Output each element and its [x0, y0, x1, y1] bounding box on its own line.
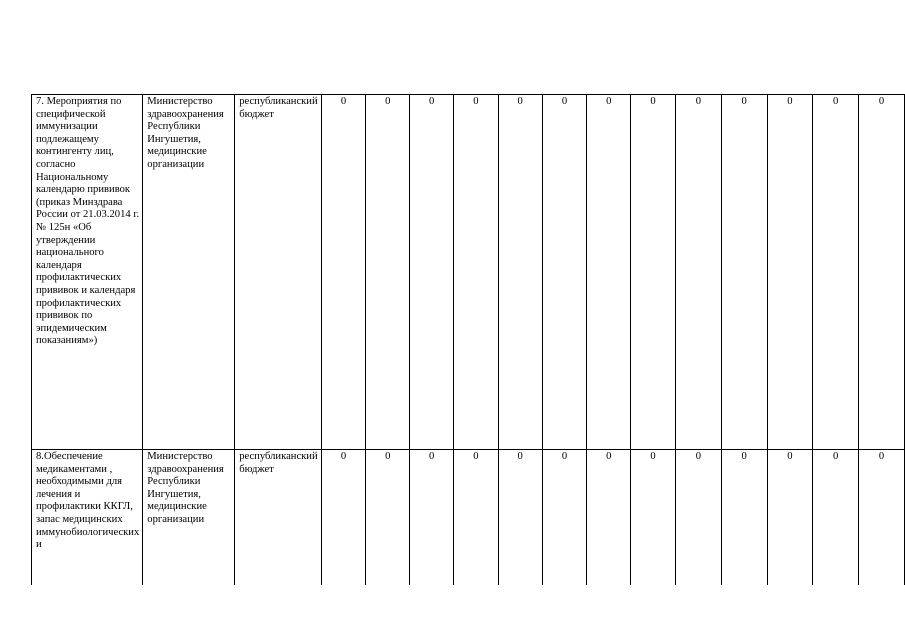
value-cell: 0 [813, 95, 859, 450]
value-cell: 0 [859, 450, 905, 585]
value-cell: 0 [587, 450, 631, 585]
value-cell: 0 [454, 95, 499, 450]
table-row [32, 450, 905, 585]
value-cell: 0 [366, 450, 410, 585]
value-cell: 0 [767, 95, 813, 450]
value-cell: 0 [721, 450, 767, 585]
value-cell: 0 [410, 95, 454, 450]
value-cell: 0 [813, 450, 859, 585]
value-cell: 0 [587, 95, 631, 450]
value-cell: 0 [631, 95, 676, 450]
value-cell: 0 [675, 450, 721, 585]
value-cell: 0 [767, 450, 813, 585]
source-cell: республиканский бюджет [235, 95, 321, 450]
measure-cell: 7. Мероприятия по специфической иммунизации подлежащему контингенту лиц, согласно Национальному календарю прививок (приказ Минздрава России от 21.03.2014 г. № 125н «Об утверждении национального календаря профилактических прививок и календаря профилактических прививок по эпидемическим показаниям») [32, 95, 143, 450]
value-cell: 0 [454, 450, 499, 585]
table-row [32, 95, 905, 450]
value-cell: 0 [498, 95, 542, 450]
value-cell: 0 [631, 450, 676, 585]
executor-cell: Министерство здравоохранения Республики Ингушетия, медицинские организации [143, 95, 235, 450]
measure-cell: 8.Обеспечение медикаментами , необходимыми для лечения и профилактики ККГЛ, запас медицинских иммунобиологических и [32, 450, 143, 585]
value-cell: 0 [721, 95, 767, 450]
value-cell: 0 [410, 450, 454, 585]
value-cell: 0 [321, 450, 366, 585]
value-cell: 0 [675, 95, 721, 450]
value-cell: 0 [366, 95, 410, 450]
value-cell: 0 [859, 95, 905, 450]
funding-table [31, 94, 905, 585]
executor-cell: Министерство здравоохранения Республики Ингушетия, медицинские организации [143, 450, 235, 585]
value-cell: 0 [542, 450, 587, 585]
value-cell: 0 [542, 95, 587, 450]
source-cell: республиканский бюджет [235, 450, 321, 585]
value-cell: 0 [498, 450, 542, 585]
value-cell: 0 [321, 95, 366, 450]
